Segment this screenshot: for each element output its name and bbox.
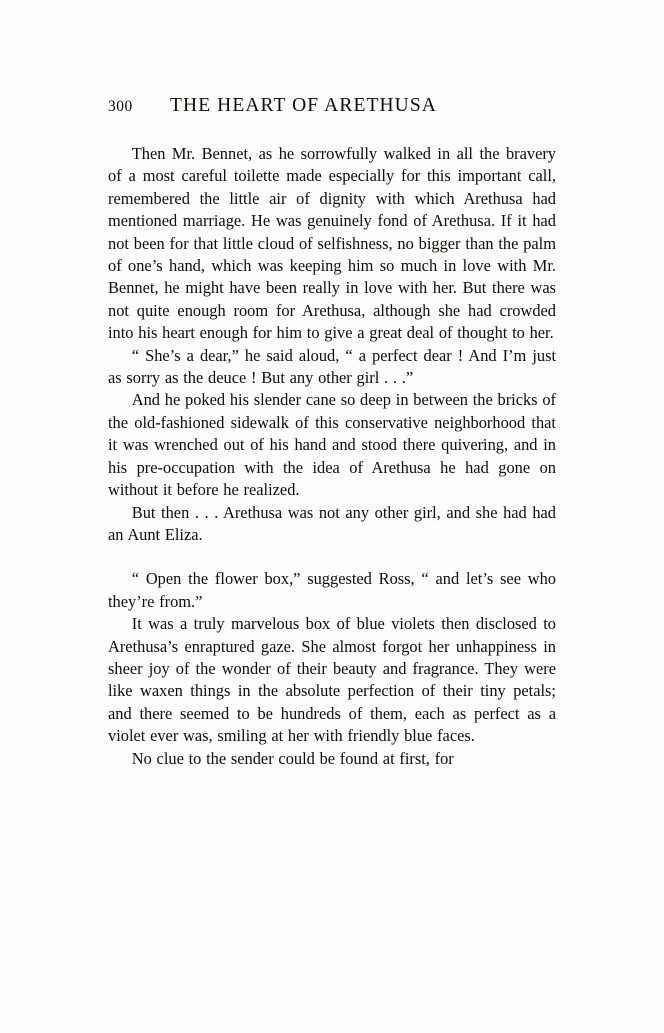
section-break bbox=[108, 546, 556, 568]
paragraph: But then . . . Arethusa was not any other girl, and she had had an Aunt Eliza. bbox=[108, 502, 556, 544]
paragraph: “ Open the flower box,” suggested Ross, “ and let’s see who they’re from.” bbox=[108, 569, 556, 611]
page-header bbox=[108, 95, 556, 117]
page-number: 300 bbox=[108, 98, 133, 115]
paragraph: It was a truly marvelous box of blue violets then disclosed to Arethusa’s enraptured gaze. She almost forgot her unhappiness in sheer joy of the wonder of their beauty and fragrance. They were like waxen things in the absolute perfection of their tiny petals; and there seemed to be hundreds of them, each as perfect as a violet ever was, smiling at her with friendly blue faces. bbox=[108, 614, 556, 746]
paragraph: Then Mr. Bennet, as he sorrowfully walked in all the bravery of a most careful toilette made especially for this important call, remembered the little air of dignity with which Arethusa had mentioned marriage. He was genuinely fond of Arethusa. If it had not been for that little cloud of selfishness, no bigger than the palm of one’s hand, which was keeping him so much in love with Mr. Bennet, he might have been really in love with her. But there was not quite enough room for Arethusa, although she had crowded into his heart enough for him to give a great deal of thought to her. bbox=[108, 144, 556, 343]
paragraph: “ She’s a dear,” he said aloud, “ a perfect dear ! And I’m just as sorry as the deuce ! But any other girl . . .” bbox=[108, 345, 556, 388]
paragraph: No clue to the sender could be found at first, for bbox=[131, 748, 454, 768]
paragraph: And he poked his slender cane so deep in between the bricks of the old-fashioned sidewalk of this conservative neighborhood that it was wrenched out of his hand and stood there quivering, and in his pre-occupation with the idea of Arethusa he had gone on without it before he realized. bbox=[108, 390, 556, 500]
body-text bbox=[108, 143, 556, 770]
page-content bbox=[108, 95, 556, 770]
running-title: THE HEART OF ARETHUSA bbox=[170, 95, 437, 116]
